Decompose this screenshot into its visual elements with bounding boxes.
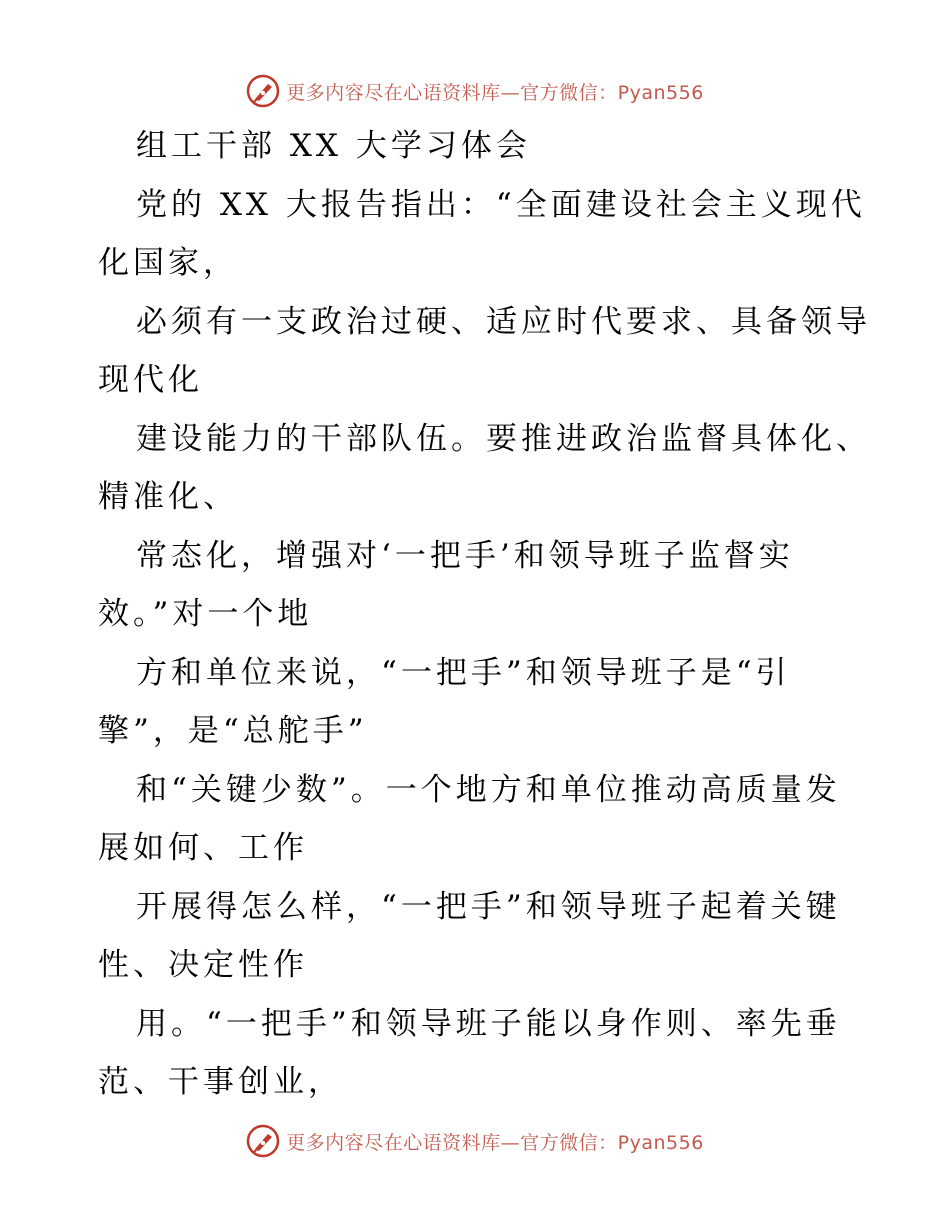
document-title: 组工干部 XX 大学习体会 xyxy=(136,128,531,164)
paragraph-line: 现代化 xyxy=(98,362,203,398)
paragraph-line: 开展得怎么样，“一把手”和领导班子起着关键 xyxy=(136,889,841,925)
paragraph-line: 用。“一把手”和领导班子能以身作则、率先垂 xyxy=(136,1006,841,1042)
pen-nib-logo-icon xyxy=(246,1124,280,1158)
paragraph-line: 效。”对一个地 xyxy=(98,596,313,632)
paragraph-line: 建设能力的干部队伍。要推进政治监督具体化、 xyxy=(136,421,871,457)
wechat-id: Pyan556 xyxy=(617,1131,704,1154)
paragraph-line: 常态化，增强对‘一把手’和领导班子监督实 xyxy=(136,538,794,574)
paragraph-line: 性、决定性作 xyxy=(98,947,308,983)
paragraph-line: 和“关键少数”。一个地方和单位推动高质量发 xyxy=(136,772,841,808)
watermark-text: 更多内容尽在心语资料库—官方微信：Pyan556 xyxy=(286,1131,704,1154)
paragraph-line: 党的 XX 大报告指出：“全面建设社会主义现代 xyxy=(136,187,866,223)
paragraph-line: 方和单位来说，“一把手”和领导班子是“引 xyxy=(136,655,791,691)
watermark-text: 更多内容尽在心语资料库—官方微信：Pyan556 xyxy=(286,81,704,104)
paragraph-line: 擎”，是“总舵手” xyxy=(98,713,368,749)
wechat-id: Pyan556 xyxy=(617,81,704,104)
footer-watermark xyxy=(0,1121,950,1161)
paragraph-line: 精准化、 xyxy=(98,479,238,515)
paragraph-line: 必须有一支政治过硬、适应时代要求、具备领导 xyxy=(136,304,871,340)
paragraph-line: 展如何、工作 xyxy=(98,830,308,866)
paragraph-line: 范、干事创业， xyxy=(98,1064,343,1100)
paragraph-line: 化国家， xyxy=(98,245,238,281)
